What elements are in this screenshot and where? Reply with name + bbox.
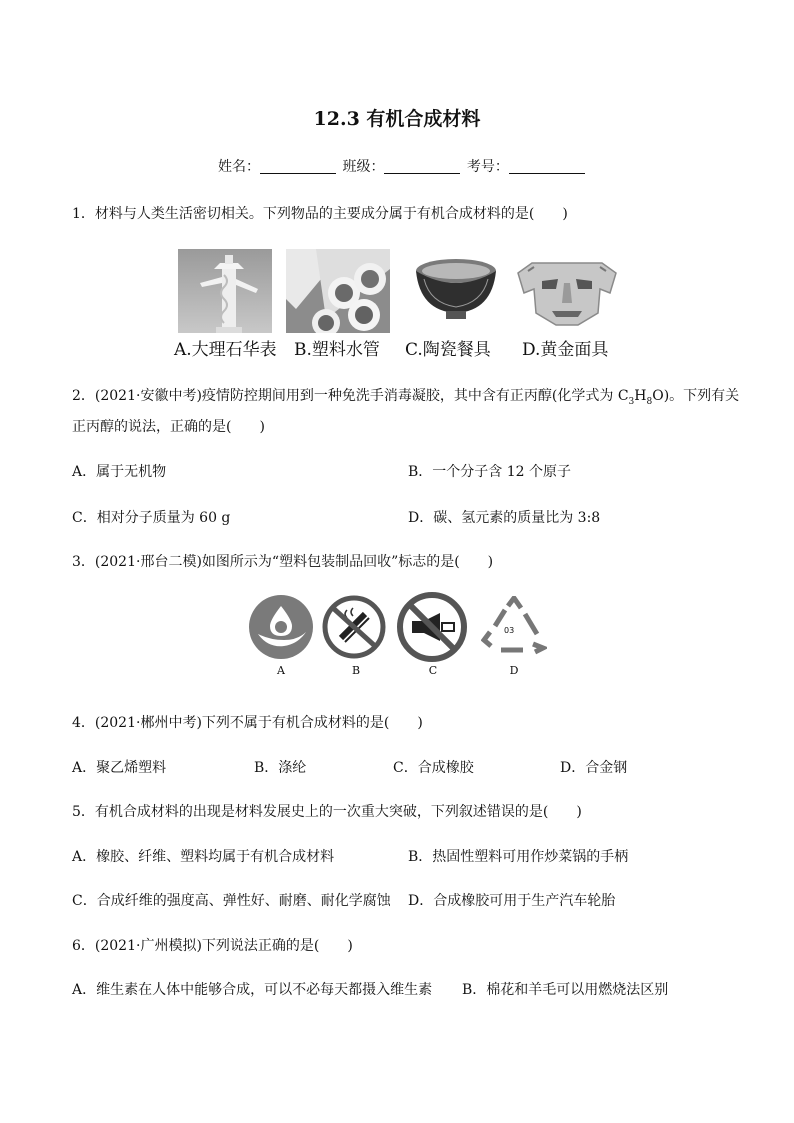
q6-option-b: B．棉花和羊毛可以用燃烧法区别	[462, 982, 669, 998]
subscript-carbon: 3	[628, 396, 635, 407]
recycle-sign-icon	[481, 596, 547, 656]
question-6: 6．(2021·广州模拟)下列说法正确的是( )	[72, 938, 353, 954]
q2-option-c: C．相对分子质量为 60 g	[72, 510, 231, 526]
page-title: 12.3 有机合成材料	[313, 108, 481, 130]
no-horn-sign-icon	[396, 591, 468, 663]
question-4: 4．(2021·郴州中考)下列不属于有机合成材料的是( )	[72, 715, 423, 731]
class-label: 班级：	[342, 159, 385, 175]
sign-label-d: D	[509, 664, 519, 677]
sign-label-a: A	[277, 664, 285, 677]
q5-option-d: D．合成橡胶可用于生产汽车轮胎	[408, 893, 616, 909]
marble-column-image	[178, 249, 272, 333]
caption-a: A.大理石华表	[174, 340, 277, 360]
sign-label-b: B	[351, 664, 361, 677]
question-3: 3．(2021·邢台二模)如图所示为“塑料包装制品回收”标志的是( )	[72, 554, 494, 570]
question-2-line-2: 正丙醇的说法，正确的是( )	[72, 419, 265, 435]
q4-option-d: D．合金钢	[560, 760, 628, 776]
subscript-hydrogen: 8	[646, 396, 653, 407]
question-5: 5．有机合成材料的出现是材料发展史上的一次重大突破，下列叙述错误的是( )	[72, 804, 582, 820]
class-blank[interactable]	[384, 158, 460, 174]
name-label: 姓名：	[218, 159, 260, 175]
q2-option-d: D．碳、氢元素的质量比为 3:8	[408, 510, 601, 526]
q4-option-a: A．聚乙烯塑料	[72, 760, 167, 776]
q5-option-c: C．合成纤维的强度高、弹性好、耐磨、耐化学腐蚀	[72, 893, 391, 909]
caption-d: D.黄金面具	[522, 340, 609, 360]
exam-label: 考号：	[466, 159, 509, 175]
q2-option-a: A．属于无机物	[72, 464, 167, 480]
caption-b: B.塑料水管	[294, 340, 380, 360]
ceramic-bowl-image	[410, 249, 502, 333]
q5-option-a: A．橡胶、纤维、塑料均属于有机合成材料	[72, 849, 335, 865]
recycle-code: 03	[504, 626, 515, 635]
name-blank[interactable]	[260, 158, 336, 174]
question-2-line-1: 2．(2021·安徽中考)疫情防控期间用到一种免洗手消毒凝胶，其中含有正丙醇(化学式为 $C_3H_8O$)。下列有关	[72, 388, 740, 407]
question-1: 1．材料与人类生活密切相关。下列物品的主要成分属于有机合成材料的是( )	[72, 206, 568, 222]
no-smoking-sign-icon	[321, 594, 387, 660]
exam-blank[interactable]	[509, 158, 585, 174]
q4-option-c: C．合成橡胶	[393, 760, 474, 776]
q5-option-b: B．热固性塑料可用作炒菜锅的手柄	[408, 849, 629, 865]
gold-mask-image	[512, 249, 622, 333]
water-drop-sign-icon	[248, 594, 314, 660]
plastic-pipes-image	[286, 249, 390, 333]
student-info-line	[218, 156, 587, 176]
q2-option-b: B．一个分子含 12 个原子	[408, 464, 572, 480]
q4-option-b: B．涤纶	[254, 760, 307, 776]
caption-c: C.陶瓷餐具	[405, 340, 491, 360]
q6-option-a: A．维生素在人体中能够合成，可以不必每天都摄入维生素	[72, 982, 433, 998]
sign-label-c: C	[428, 664, 438, 677]
